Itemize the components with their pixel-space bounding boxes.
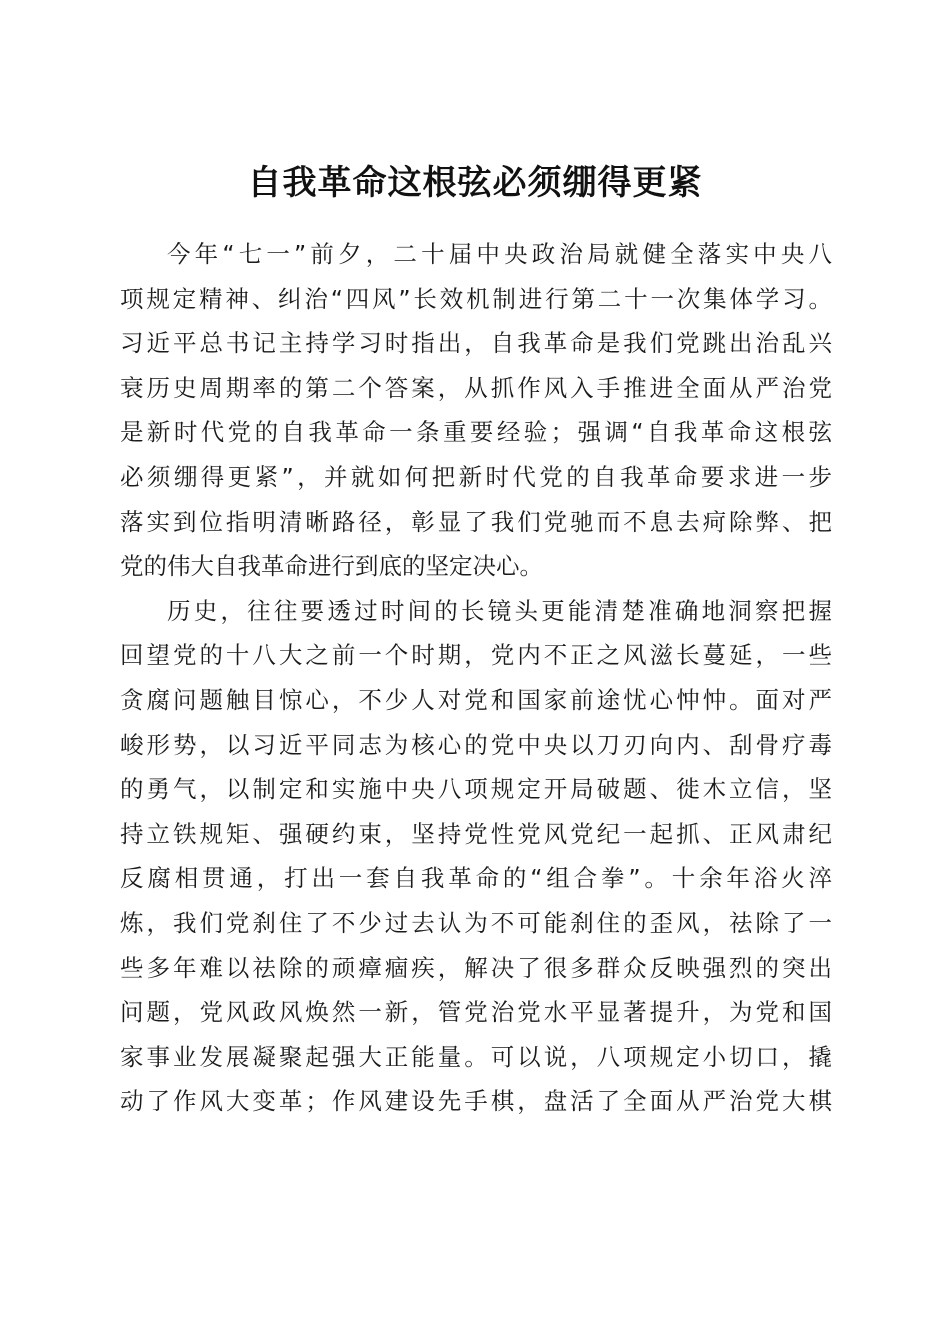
paragraph-line: 持立铁规矩、强硬约束，坚持党性党风党纪一起抓、正风肃纪 (120, 819, 832, 848)
paragraph-line: 是新时代党的自我革命一条重要经验；强调“自我革命这根弦 (120, 418, 832, 447)
paragraph-line: 今年“七一”前夕，二十届中央政治局就健全落实中央八 (167, 240, 832, 268)
paragraph-line: 问题，党风政风焕然一新，管党治党水平显著提升，为党和国 (120, 998, 832, 1027)
paragraph-line: 历史，往往要透过时间的长镜头更能清楚准确地洞察把握 (167, 596, 832, 625)
paragraph-line: 反腐相贯通，打出一套自我革命的“组合拳”。十余年浴火淬 (120, 864, 832, 893)
paragraph-2 (120, 589, 832, 1124)
paragraph-line: 家事业发展凝聚起强大正能量。可以说，八项规定小切口，撬 (120, 1042, 832, 1071)
paragraph-line: 衰历史周期率的第二个答案，从抓作风入手推进全面从严治党 (120, 373, 832, 402)
paragraph-line: 峻形势，以习近平同志为核心的党中央以刀刃向内、刮骨疗毒 (120, 730, 832, 759)
paragraph-line: 动了作风大变革；作风建设先手棋，盘活了全面从严治党大棋 (120, 1087, 832, 1116)
paragraph-line: 必须绷得更紧”，并就如何把新时代党的自我革命要求进一步 (120, 462, 832, 491)
paragraph-1 (120, 232, 832, 589)
paragraph-line: 项规定精神、纠治“四风”长效机制进行第二十一次集体学习。 (120, 284, 832, 313)
paragraph-line: 回望党的十八大之前一个时期，党内不正之风滋长蔓延，一些 (120, 641, 832, 670)
paragraph-line: 党的伟大自我革命进行到底的坚定决心。 (120, 552, 543, 581)
paragraph-line: 习近平总书记主持学习时指出，自我革命是我们党跳出治乱兴 (120, 329, 832, 358)
paragraph-line: 的勇气，以制定和实施中央八项规定开局破题、徙木立信，坚 (120, 775, 832, 804)
paragraph-line: 落实到位指明清晰路径，彰显了我们党驰而不息去疴除弊、把 (120, 507, 832, 536)
paragraph-line: 些多年难以祛除的顽瘴痼疾，解决了很多群众反映强烈的突出 (120, 953, 832, 982)
paragraph-line: 炼，我们党刹住了不少过去认为不可能刹住的歪风，祛除了一 (120, 908, 832, 937)
paragraph-line: 贪腐问题触目惊心，不少人对党和国家前途忧心忡忡。面对严 (120, 685, 832, 714)
document-title: 自我革命这根弦必须绷得更紧 (247, 162, 703, 203)
document-body (120, 232, 832, 1124)
